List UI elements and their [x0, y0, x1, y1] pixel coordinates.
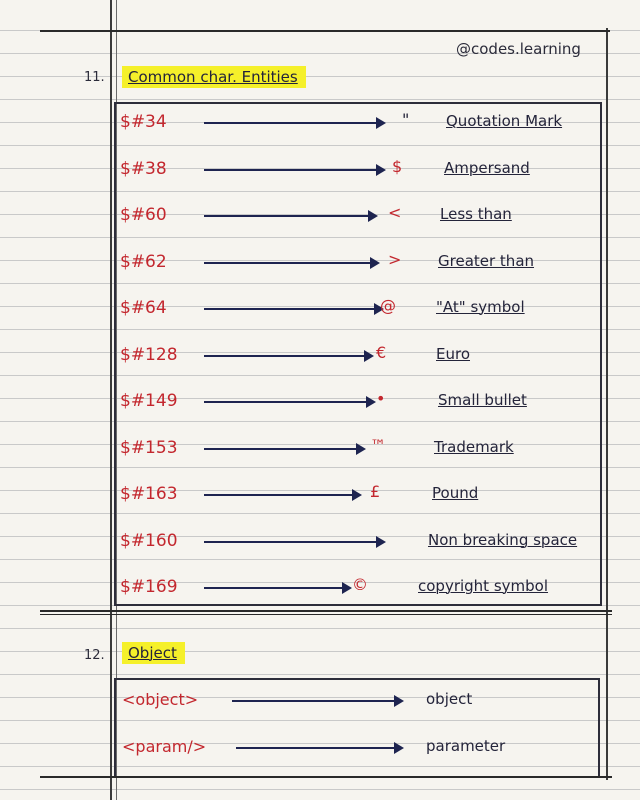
object-tag: <param/>: [122, 737, 207, 756]
entity-meaning: Less than: [440, 205, 512, 223]
entity-symbol: €: [376, 342, 387, 362]
entity-row: [0, 391, 640, 437]
entity-symbol: ": [402, 110, 410, 129]
entity-meaning: Euro: [436, 344, 470, 363]
entity-meaning: copyright symbol: [418, 577, 549, 595]
entity-symbol: >: [388, 249, 402, 269]
arrow-icon: [204, 448, 364, 450]
entity-code: $#149: [120, 391, 178, 411]
entity-code: $#160: [120, 530, 178, 551]
object-row: [0, 737, 640, 783]
entity-code: $#128: [120, 344, 178, 365]
entity-row: [0, 484, 640, 530]
top-rule: [40, 30, 610, 32]
arrow-icon: [236, 747, 402, 749]
entity-row: [0, 298, 640, 344]
entity-symbol: $: [392, 156, 403, 176]
entity-symbol: •: [376, 389, 386, 408]
arrow-icon: [204, 122, 384, 124]
section-title-entities: Common char. Entities: [122, 66, 306, 88]
section-number-11: 11.: [84, 70, 105, 85]
arrow-icon: [204, 541, 384, 543]
object-row: [0, 690, 640, 736]
entity-symbol: @: [380, 296, 396, 315]
arrow-icon: [232, 700, 402, 702]
entity-meaning: Pound: [432, 484, 479, 502]
entity-row: [0, 435, 640, 484]
object-tag: <object>: [122, 690, 199, 709]
entity-meaning: Non breaking space: [428, 530, 578, 549]
entity-row: [0, 205, 640, 251]
entity-code: $#60: [120, 205, 167, 225]
entity-row: [0, 577, 640, 623]
entity-row: [0, 112, 640, 158]
entity-meaning: Ampersand: [444, 158, 530, 177]
arrow-icon: [204, 262, 378, 264]
arrow-icon: [204, 308, 382, 310]
entity-row: [0, 531, 640, 577]
entity-code: $#64: [120, 298, 167, 318]
entity-code: $#62: [120, 251, 167, 272]
entity-meaning: Quotation Mark: [446, 112, 563, 130]
section-number-12: 12.: [84, 648, 105, 663]
arrow-icon: [204, 215, 376, 217]
entity-row: [0, 249, 640, 298]
entity-symbol: £: [370, 482, 381, 501]
entity-meaning: Trademark: [434, 437, 514, 456]
entity-code: $#153: [120, 437, 178, 458]
arrow-icon: [204, 587, 350, 589]
entity-symbol: ©: [352, 575, 368, 594]
arrow-icon: [204, 494, 360, 496]
arrow-icon: [204, 169, 384, 171]
entity-meaning: Small bullet: [438, 391, 527, 409]
object-meaning: object: [426, 690, 473, 708]
arrow-icon: [204, 401, 374, 403]
section-title-object: Object: [122, 642, 185, 664]
entity-code: $#169: [120, 577, 178, 597]
entity-row: [0, 342, 640, 391]
entity-code: $#34: [120, 112, 167, 132]
entity-code: $#163: [120, 484, 178, 504]
entity-meaning: "At" symbol: [436, 298, 525, 316]
arrow-icon: [204, 355, 372, 357]
entity-code: $#38: [120, 158, 167, 179]
entity-symbol: ™: [370, 435, 386, 455]
entity-meaning: Greater than: [438, 251, 535, 270]
entity-symbol: <: [388, 203, 402, 222]
entity-row: [0, 156, 640, 205]
author-handle: @codes.learning: [456, 40, 581, 58]
object-meaning: parameter: [426, 737, 506, 755]
